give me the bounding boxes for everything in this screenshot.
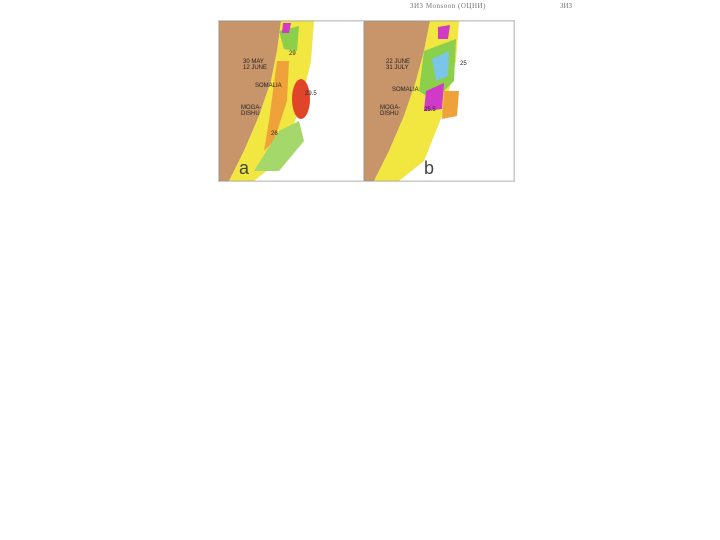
panel-a-label: 26 [271,131,278,137]
panel-a-label: 29 [289,51,296,57]
sst-map-a [219,21,369,181]
panel-b-country: SOMALIA [392,87,419,93]
panel-a-country: SOMALIA [255,83,282,89]
panel-b-city: MOGA- DISHU [380,105,401,117]
running-head: ЗИЗ Monsoon (ОЦНИ) [410,2,486,10]
panel-a-date: 30 MAY 12 JUNE [243,59,268,71]
panel-b-date: 22 JUNE 31 JULY [386,59,411,71]
sst-map-b [364,21,514,181]
panel-b-label: 25 [460,61,467,67]
panel-a-city: MOGA- DISHU [241,105,262,117]
fig1-panel-a [218,20,370,182]
panel-a-letter: a [239,158,250,178]
page-number: ЗИЗ [560,2,573,10]
panel-b-letter: b [424,158,435,178]
panel-a-label: 29.5 [305,91,317,97]
fig1-panel-b [363,20,515,182]
panel-b-label: 25.5 [424,107,436,113]
